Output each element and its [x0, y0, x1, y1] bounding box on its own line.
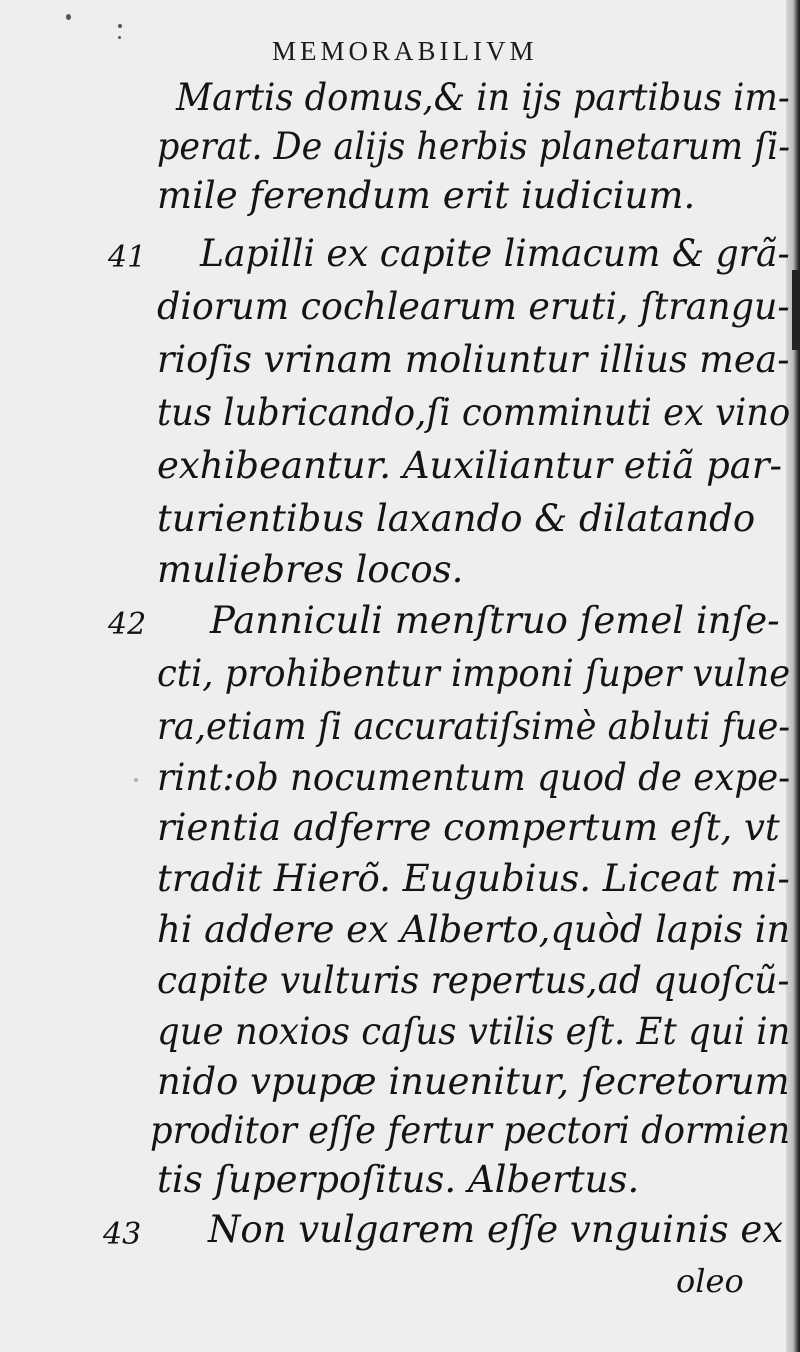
text-line: ra,etiam ſi accuratiſsimè abluti fue-: [157, 705, 791, 748]
text-line: exhibeantur. Auxiliantur etiã par-: [157, 444, 783, 487]
section-number: 42: [108, 607, 147, 642]
text-line: cti, prohibentur imponi ſuper vulne: [157, 652, 791, 695]
text-line: capite vulturis repertus,ad quoſcũ-: [157, 959, 790, 1002]
text-line: hi addere ex Alberto,quòd lapis in: [157, 908, 791, 951]
text-line: tradit Hierõ. Eugubius. Liceat mi-: [157, 857, 790, 900]
text-line: Non vulgarem eſſe vnguinis ex: [208, 1208, 784, 1251]
text-line: rioſis vrinam moliuntur illius mea-: [157, 338, 790, 381]
text-line: Panniculi menſtruo ſemel inſe-: [210, 599, 780, 642]
text-line: perat. De alijs herbis planetarum ſi-: [157, 125, 791, 168]
text-line: turientibus laxando & dilatando: [157, 497, 756, 540]
text-line: nido vpupæ inuenitur, ſecretorum: [157, 1060, 790, 1103]
catchword: oleo: [676, 1262, 744, 1300]
text-line: tis ſuperpoſitus. Albertus.: [157, 1158, 640, 1201]
section-number: 43: [103, 1217, 142, 1252]
text-line: rint:ob nocumentum quod de expe-: [157, 756, 791, 799]
text-line: muliebres locos.: [157, 548, 464, 591]
running-head: MEMORABILIVM: [272, 36, 538, 66]
text-line: Martis domus,& in ijs partibus im-: [176, 76, 790, 119]
text-line: proditor eſſe fertur pectori dormien: [150, 1109, 791, 1152]
text-line: que noxios caſus vtilis eſt. Et qui in: [157, 1010, 791, 1053]
text-line: rientia adferre compertum eſt, vt: [157, 806, 780, 849]
section-number: 41: [108, 240, 147, 275]
text-line: diorum cochlearum eruti, ſtrangu-: [157, 285, 790, 328]
text-line: Lapilli ex capite limacum & grã-: [200, 232, 790, 275]
text-line: tus lubricando,ſi comminuti ex vino: [157, 391, 791, 434]
text-line: mile ferendum erit iudicium.: [157, 174, 696, 217]
